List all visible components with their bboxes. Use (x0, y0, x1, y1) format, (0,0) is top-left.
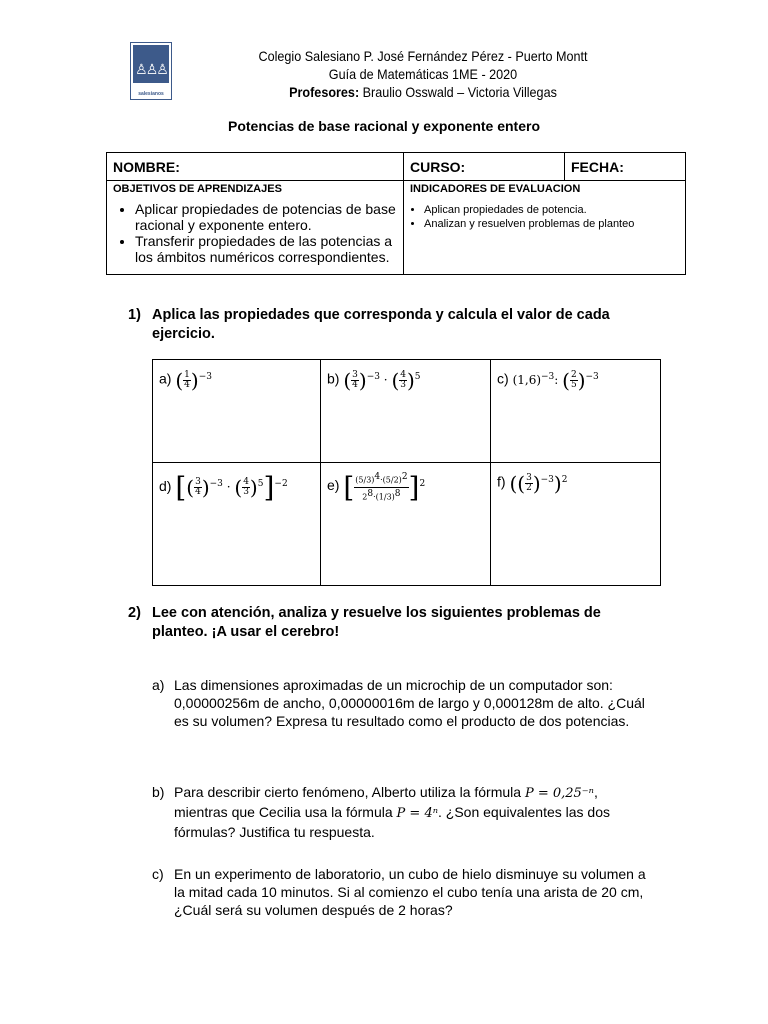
fecha-cell[interactable]: FECHA: (565, 153, 686, 181)
objetivo-item: • Aplicar propiedades de potencias de base racional y exponente entero. (135, 201, 397, 233)
question-2: 2) Lee con atención, analiza y resuelve los siguientes problemas de planteo. ¡A usar el cerebro! (128, 605, 601, 640)
formula-alberto: P = 0,25⁻ⁿ (524, 786, 594, 801)
problem-a: a) Las dimensiones aproximadas de un microchip de un computador son: 0,00000256m de ancho, 0,00000016m de largo y 0,000128m de alto. ¿Cuál es su volumen? Expresa tu resultado como el producto de dos potencias. (152, 677, 645, 729)
indicadores-cell: INDICADORES DE EVALUACION • Aplican propiedades de potencia. • Analizan y resuelven problemas de planteo (404, 181, 686, 275)
objetivos-cell: OBJETIVOS DE APRENDIZAJES • Aplicar propiedades de potencias de base racional y exponente entero. • Transferir propiedades de las potencias a los ámbitos numéricos correspondientes. (107, 181, 404, 275)
nombre-cell[interactable]: NOMBRE: (107, 153, 404, 181)
exercise-d[interactable]: d) [( $\frac{3}{4}$ )$^{-3}$ · ( $\frac{4}{3}$ )$^5$]$^{-2}$ (153, 463, 321, 586)
objetivo-item: • Transferir propiedades de las potencias a los ámbitos numéricos correspondientes. (135, 233, 397, 265)
exercise-grid (152, 359, 661, 586)
guide-name: Guía de Matemáticas 1ME - 2020 (328, 66, 518, 82)
exercise-e[interactable]: e) [ $\frac{(5/3)^4\cdot(5/2)^2}{2^8\cdot(1/3)^8}$ ]$^2$ (321, 463, 491, 586)
logo-people-icon: ♙♙♙ (135, 61, 167, 77)
curso-cell[interactable]: CURSO: (404, 153, 565, 181)
school-logo: ♙♙♙ salesianos (130, 42, 172, 100)
exercise-a[interactable]: a) ( $\frac{1}{4}$ )$^{-3}$ (153, 360, 321, 463)
formula-cecilia: P = 4ⁿ (396, 806, 438, 821)
teachers-line: Profesores: Braulio Osswald – Victoria Villegas (289, 84, 557, 100)
indicador-item: • Analizan y resuelven problemas de planteo (424, 217, 679, 231)
problem-c: c) En un experimento de laboratorio, un cubo de hielo disminuye su volumen a la mitad cada 10 minutos. Si al comienzo el cubo tenía una arista de 20 cm, ¿Cuál será su volumen después de 2 horas? (152, 866, 646, 918)
problem-b: b) Para describir cierto fenómeno, Alberto utiliza la fórmula P = 0,25⁻ⁿ, mientras que Cecilia usa la fórmula P = 4ⁿ. ¿Son equivalentes las dos fórmulas? Justifica tu respuesta. (152, 784, 610, 840)
indicador-item: • Aplican propiedades de potencia. (424, 203, 679, 217)
exercise-c[interactable]: c) $(1,6)^{-3}$: ( $\frac{2}{5}$ )$^{-3}$ (491, 360, 661, 463)
page-title: Potencias de base racional y exponente entero (228, 118, 540, 134)
school-name: Colegio Salesiano P. José Fernández Pérez - Puerto Montt (258, 48, 588, 64)
question-1: 1) Aplica las propiedades que corresponda y calcula el valor de cada ejercicio. (128, 307, 610, 342)
student-info-table (106, 152, 686, 275)
exercise-f[interactable]: f) (( $\frac{3}{2}$ )$^{-3}$)$^2$ (491, 463, 661, 586)
exercise-b[interactable]: b) ( $\frac{3}{4}$ )$^{-3}$ · ( $\frac{4}{3}$ )$^5$ (321, 360, 491, 463)
